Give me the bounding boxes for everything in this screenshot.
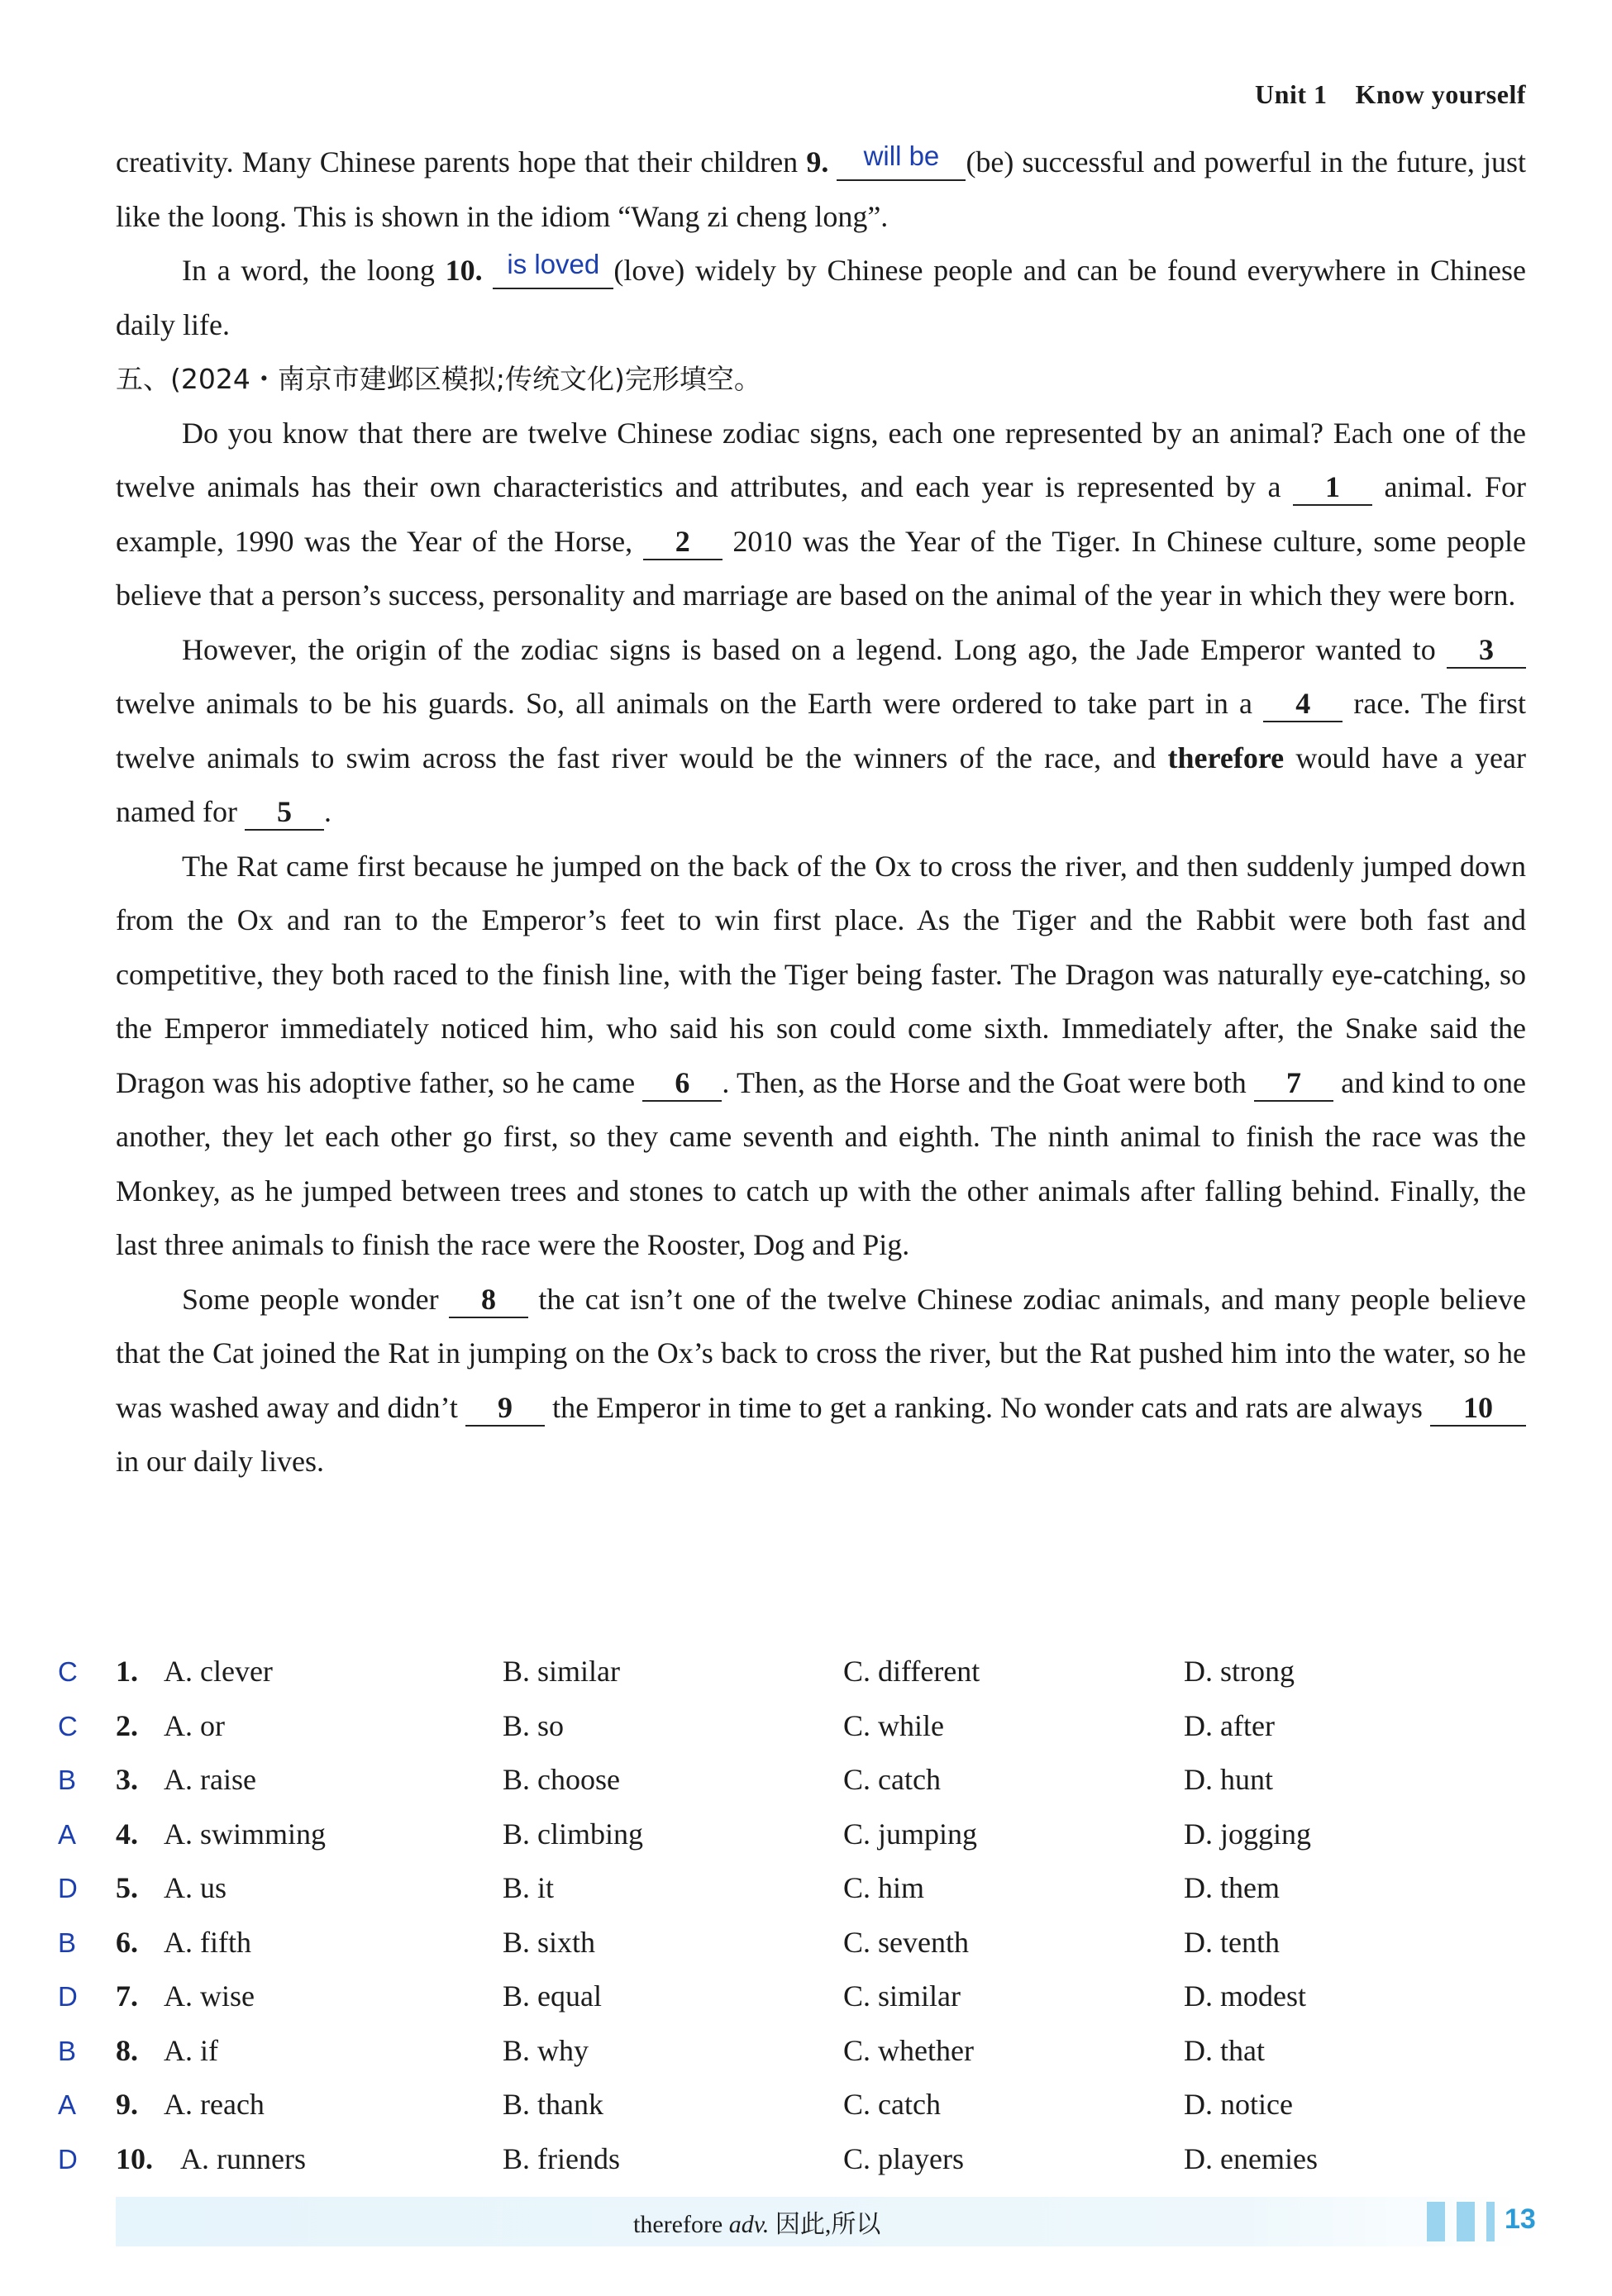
text-run: (love) widely by Chinese people and can be found everywhere in Chinese daily life.: [116, 254, 1527, 341]
blank-number: 10: [1462, 1390, 1493, 1424]
marked-answer: B: [58, 2035, 77, 2066]
decorative-bar: [1486, 2202, 1495, 2241]
cloze-paragraph: [116, 407, 1526, 623]
option-row: [0, 1699, 1612, 1754]
option-a: A. wise: [164, 1979, 255, 2013]
option-number: 1.: [116, 1655, 138, 1688]
option-a: A. clever: [164, 1655, 273, 1688]
page-number: 13: [1505, 2203, 1536, 2235]
option-row: [0, 1645, 1612, 1699]
passage-paragraph: [116, 244, 1526, 352]
marked-answer: C: [58, 1710, 78, 1741]
option-row: [0, 1753, 1612, 1808]
option-number: 10.: [116, 2141, 153, 2175]
option-c: C. catch: [843, 1763, 941, 1796]
text-run: twelve animals to be his guards. So, all animals on the Earth were ordered to take part in a: [116, 687, 1264, 720]
cloze-blank: [1263, 687, 1343, 722]
cloze-paragraph: [116, 1273, 1526, 1489]
cloze-paragraph: [116, 840, 1526, 1273]
marked-answer: A: [58, 1818, 77, 1850]
text-run: The Rat came first because he jumped on the back of the Ox to cross the river, and then suddenly jumped down from the Ox and ran to the Emperor’s feet to win first place. As the Tiger and the Rabbit were both fast and competitive, they both raced to the finish line, with the Tiger being faster. The Dragon was naturally eye-catching, so the Emperor immediately noticed him, who said his son could come sixth. Immediately after, the Snake said the Dragon was his adoptive father, so he came: [116, 849, 1526, 1099]
blank-number: 5: [276, 795, 292, 828]
blank-number: 7: [1286, 1065, 1302, 1099]
option-d: D. that: [1184, 2033, 1265, 2067]
option-number: 3.: [116, 1763, 138, 1796]
marked-answer: D: [58, 2143, 78, 2175]
decorative-bar: [1457, 2202, 1475, 2241]
option-number: 2.: [116, 1708, 138, 1742]
option-b: B. sixth: [503, 1925, 596, 1959]
vocab-word: therefore: [633, 2211, 723, 2238]
option-a: A. or: [164, 1708, 225, 1742]
blank-number: 1: [1325, 470, 1340, 503]
option-row: [0, 2078, 1612, 2132]
cloze-blank: [643, 525, 723, 560]
option-row: [0, 1970, 1612, 2024]
text-run: (be) successful and powerful in the future, just like the loong. This is shown in the idiom “Wang zi cheng long”.: [116, 145, 1527, 233]
option-number: 6.: [116, 1925, 138, 1959]
option-d: D. after: [1184, 1708, 1275, 1742]
section-title: 五、(2024・南京市建邺区模拟;传统文化)完形填空。: [116, 363, 761, 395]
option-row: [0, 1861, 1612, 1916]
running-header: [1255, 79, 1526, 110]
answer-blank: [837, 141, 966, 181]
marked-answer: B: [58, 1927, 77, 1958]
option-d: D. enemies: [1184, 2141, 1318, 2175]
vocab-note: [633, 2203, 880, 2240]
page-content: [116, 136, 1526, 1489]
handwritten-answer: will be: [863, 141, 940, 171]
option-c: C. players: [843, 2141, 964, 2175]
cloze-blank: [245, 795, 324, 831]
option-a: A. reach: [164, 2088, 265, 2121]
option-d: D. tenth: [1184, 1925, 1280, 1959]
cloze-blank: [642, 1066, 722, 1102]
option-number: 4.: [116, 1817, 138, 1851]
option-number: 5.: [116, 1871, 138, 1904]
blank-number: 3: [1479, 632, 1494, 666]
option-row: [0, 1808, 1612, 1862]
vocab-footer: [116, 2197, 1536, 2246]
option-a: A. raise: [164, 1763, 256, 1796]
decorative-bar: [1427, 2202, 1445, 2241]
blank-number: 6: [675, 1065, 690, 1099]
option-d: D. them: [1184, 1871, 1280, 1904]
bold-keyword: therefore: [1167, 741, 1285, 774]
text-run: the Emperor in time to get a ranking. No wonder cats and rats are always: [544, 1390, 1430, 1424]
cloze-blank: [1254, 1066, 1333, 1102]
text-run: Some people wonder: [182, 1282, 450, 1316]
cloze-blank: [1430, 1391, 1526, 1427]
option-b: B. it: [503, 1871, 555, 1904]
marked-answer: A: [58, 2089, 77, 2120]
text-run: However, the origin of the zodiac signs is based on a legend. Long ago, the Jade Emperor wanted to: [182, 632, 1447, 666]
vocab-meaning: 因此,所以: [775, 2211, 881, 2238]
option-b: B. similar: [503, 1655, 620, 1688]
option-a: A. fifth: [164, 1925, 251, 1959]
option-d: D. notice: [1184, 2088, 1293, 2121]
blank-number: 2: [675, 524, 690, 558]
cloze-blank: [465, 1391, 545, 1427]
text-run: the cat isn’t one of the twelve Chinese zodiac animals, and many people believe that the Cat joined the Rat in jumping on the Ox’s back to cross the river, but the Rat pushed him into the water, so he was washed away and didn’t: [116, 1282, 1526, 1424]
question-number: 9.: [806, 145, 829, 179]
text-run: and kind to one another, they let each other go first, so they came seventh and eighth. The ninth animal to finish the race was the Monkey, as he jumped between trees and stones to catch up with the other animals after falling behind. Finally, the last three animals to finish the race were the Rooster, Dog and Pig.: [116, 1065, 1526, 1261]
option-b: B. friends: [503, 2141, 620, 2175]
option-d: D. modest: [1184, 1979, 1306, 2013]
option-c: C. seventh: [843, 1925, 969, 1959]
text-run: 2010 was the Year of the Tiger. In Chinese culture, some people believe that a person’s success, personality and marriage are based on the animal of the year in which they were born.: [116, 524, 1526, 612]
option-row: [0, 2024, 1612, 2079]
option-row: [0, 1916, 1612, 1970]
option-d: D. strong: [1184, 1655, 1295, 1688]
blank-number: 8: [481, 1282, 497, 1316]
option-c: C. him: [843, 1871, 925, 1904]
option-c: C. whether: [843, 2033, 974, 2067]
handwritten-answer: is loved: [507, 249, 600, 279]
text-run: race. The first twelve animals to swim across the fast river would be the winners of the race, and: [116, 687, 1527, 774]
option-c: C. jumping: [843, 1817, 978, 1851]
text-run: creativity. Many Chinese parents hope that their children: [116, 145, 807, 179]
option-b: B. equal: [503, 1979, 602, 2013]
cloze-blank: [1447, 633, 1526, 669]
text-run: . Then, as the Horse and the Goat were both: [722, 1065, 1255, 1099]
text-run: animal. For example, 1990 was the Year of the Horse,: [116, 470, 1526, 558]
unit-label: Unit 1: [1255, 79, 1328, 109]
part-of-speech: adv.: [728, 2211, 770, 2238]
answer-options: [0, 1645, 1612, 2186]
option-b: B. choose: [503, 1763, 620, 1796]
option-d: D. jogging: [1184, 1817, 1312, 1851]
option-c: C. catch: [843, 2088, 941, 2121]
unit-title: Know yourself: [1355, 79, 1526, 109]
text-run: would have a year named for: [116, 741, 1526, 828]
option-a: A. us: [164, 1871, 227, 1904]
text-run: Do you know that there are twelve Chinese zodiac signs, each one represented by an animal? Each one of the twelve animals has their own characteristics and attributes, and each year is represented by a: [116, 416, 1526, 503]
option-a: A. if: [164, 2033, 218, 2067]
cloze-blank: [1293, 470, 1372, 506]
option-number: 7.: [116, 1979, 138, 2013]
option-c: C. while: [843, 1708, 944, 1742]
option-a: A. swimming: [164, 1817, 327, 1851]
option-c: C. different: [843, 1655, 980, 1688]
option-b: B. why: [503, 2033, 589, 2067]
option-c: C. similar: [843, 1979, 961, 2013]
option-b: B. so: [503, 1708, 565, 1742]
option-number: 9.: [116, 2088, 138, 2121]
option-row: [0, 2132, 1612, 2187]
option-b: B. climbing: [503, 1817, 643, 1851]
text-run: .: [323, 795, 331, 828]
option-number: 8.: [116, 2033, 138, 2067]
text-run: in our daily lives.: [116, 1445, 324, 1478]
passage-paragraph: [116, 136, 1526, 244]
cloze-paragraph: [116, 623, 1526, 840]
answer-blank: [493, 249, 613, 289]
question-number: 10.: [445, 254, 483, 287]
marked-answer: C: [58, 1656, 78, 1687]
marked-answer: D: [58, 1981, 78, 2012]
text-run: In a word, the loong: [182, 254, 446, 287]
option-d: D. hunt: [1184, 1763, 1273, 1796]
option-a: A. runners: [180, 2141, 306, 2175]
option-b: B. thank: [503, 2088, 603, 2121]
marked-answer: D: [58, 1873, 78, 1903]
marked-answer: B: [58, 1765, 77, 1795]
cloze-blank: [449, 1283, 528, 1318]
blank-number: 9: [497, 1390, 513, 1424]
blank-number: 4: [1295, 687, 1311, 720]
